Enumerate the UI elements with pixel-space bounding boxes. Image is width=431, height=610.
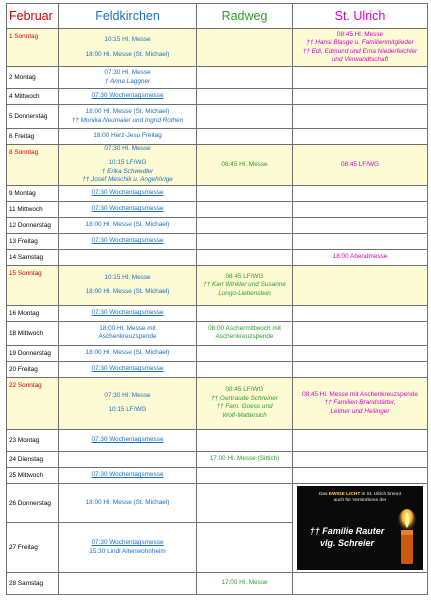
day-label: 25 Mittwoch [7,467,59,483]
schedule-row [7,361,428,377]
notice-line1-c: in St. Ulrich brennt [360,491,402,497]
radweg-cell [197,377,293,429]
feldkirchen-cell [59,185,197,201]
feldkirchen-cell [59,217,197,233]
intention-text: Longo-Liebenstein [218,289,271,297]
notice-family [301,526,393,549]
service-text: 07:30 Hl. Messe [104,391,151,399]
schedule-row [7,217,428,233]
intention-text: †† Familien Brandstätter, [324,399,396,407]
service-text: 08:45 Hl. Messe mit Aschenkreuzspende [302,390,418,398]
service-text: 08:45 Hl. Messe [336,30,384,38]
radweg-cell [197,345,293,361]
day-label: 28 Samstag [7,572,59,594]
service-text: 07:30 Wochentagsmesse [91,436,164,444]
day-label: 19 Donnerstag [7,345,59,361]
notice-line2: auch für Verstorbene der [333,498,387,504]
schedule-row [7,429,428,451]
day-label: 20 Freitag [7,361,59,377]
st-ulrich-cell [293,249,428,265]
st-ulrich-cell [293,451,428,467]
intention-text: Wolf-Mattersich [222,411,267,419]
service-text: 07:30 Hl. Messe [104,69,151,77]
service-text: 18:00 Abendmesse [332,253,388,261]
feldkirchen-cell [59,105,197,129]
st-ulrich-cell [293,321,428,345]
st-ulrich-header: St. Ulrich [293,4,428,29]
feldkirchen-cell [59,29,197,67]
st-ulrich-cell [293,265,428,305]
day-label: 2 Montag [7,67,59,89]
schedule-row [7,321,428,345]
radweg-cell [197,233,293,249]
service-text: 18:00 Hl. Messe mit [99,324,156,332]
schedule-row [7,249,428,265]
st-ulrich-cell [293,377,428,429]
radweg-cell [197,451,293,467]
st-ulrich-cell [293,29,428,67]
schedule-row [7,572,428,594]
service-text: 18:00 Hl. Messe (St. Michael) [85,108,170,116]
feldkirchen-cell [59,67,197,89]
intention-text: Leitner und Heilinger [330,407,390,415]
feldkirchen-cell [59,523,197,572]
feldkirchen-cell [59,249,197,265]
service-text: 08:45 LF/WG [225,272,264,280]
service-text: 10:15 LF/WG [108,406,147,414]
schedule-row [7,305,428,321]
st-ulrich-cell [293,67,428,89]
schedule-row [7,233,428,249]
intention-text: † Erika Schwedler [101,167,154,175]
feldkirchen-cell [59,145,197,186]
intention-text: † Anna Laggner [104,77,151,85]
service-text: 18:00 Herz-Jesu Freitag [93,132,162,140]
day-label: 15 Sonntag [7,265,59,305]
mass-schedule-table [6,3,428,595]
service-text: 17:00 Hl. Messe (Sittich) [209,455,280,463]
schedule-row [7,451,428,467]
feldkirchen-cell [59,89,197,105]
feldkirchen-cell [59,429,197,451]
day-label: 4 Mittwoch [7,89,59,105]
day-label: 27 Freitag [7,523,59,572]
st-ulrich-cell [293,105,428,129]
service-text: 18:00 Hl. Messe (St. Michael) [85,288,170,296]
ewiges-licht-notice [295,484,425,572]
radweg-cell [197,145,293,186]
radweg-cell [197,361,293,377]
schedule-body [7,29,428,595]
month-header: Februar [7,4,59,29]
service-text: 07:30 Wochentagsmesse [91,471,164,479]
st-ulrich-cell [293,233,428,249]
radweg-cell [197,321,293,345]
notice-line1-a: Das [318,491,329,497]
intention-text: †† Fam. Goess und [216,403,273,411]
radweg-cell [197,523,293,572]
header-row [7,4,428,29]
day-label: 23 Montag [7,429,59,451]
feldkirchen-cell [59,467,197,483]
day-label: 11 Mittwoch [7,201,59,217]
radweg-cell [197,67,293,89]
notice-name1: †† Familie Rauter [309,525,385,536]
intention-text: †† Monika Neumaier und Ingrid Rothen [71,116,184,124]
service-text: 07:30 Hl. Messe [104,145,151,152]
service-text: 08:45 LF/WG [225,386,264,394]
st-ulrich-cell [293,361,428,377]
service-text: 15:30 Lindl Altenwohnheim [89,547,166,555]
ewiges-licht-cell [293,483,428,572]
feldkirchen-cell [59,321,197,345]
radweg-header: Radweg [197,4,293,29]
service-text: 07:30 Wochentagsmesse [91,309,164,317]
service-text: 07:30 Wochentagsmesse [91,539,164,547]
feldkirchen-cell [59,233,197,249]
feldkirchen-cell [59,572,197,594]
feldkirchen-cell [59,345,197,361]
schedule-row [7,145,428,186]
day-label: 8 Sonntag [7,145,59,186]
day-label: 9 Montag [7,185,59,201]
notice-name2: vlg. Schreier [319,537,375,548]
radweg-cell [197,201,293,217]
day-label: 24 Dienstag [7,451,59,467]
schedule-row [7,377,428,429]
service-text: Aschenkreuzspende [215,333,274,341]
feldkirchen-cell [59,361,197,377]
schedule-row [7,89,428,105]
schedule-row [7,29,428,67]
st-ulrich-cell [293,145,428,186]
service-text: 07:30 Wochentagsmesse [91,365,164,373]
notice-highlight: EWIGE LICHT [328,491,361,497]
feldkirchen-cell [59,265,197,305]
schedule-row [7,345,428,361]
st-ulrich-cell [293,201,428,217]
schedule-row [7,129,428,145]
st-ulrich-cell [293,129,428,145]
service-text: 10:15 LF/WG [108,159,147,167]
service-text: 07:30 Wochentagsmesse [91,205,164,213]
day-label: 14 Samstag [7,249,59,265]
service-text: 18:00 Hl. Messe (St. Michael) [85,498,170,506]
service-text: 07:30 Wochentagsmesse [91,92,164,100]
st-ulrich-cell [293,572,428,594]
notice-box [297,486,423,570]
radweg-cell [197,105,293,129]
service-text: 08:45 Hl. Messe [221,160,268,168]
feldkirchen-header: Feldkirchen [59,4,197,29]
schedule-row [7,483,428,523]
service-text: 18:00 Hl. Messe (St. Michael) [85,349,170,357]
radweg-cell [197,467,293,483]
radweg-cell [197,249,293,265]
intention-text: und Verwandtschaft [331,55,389,63]
radweg-cell [197,429,293,451]
service-text: Aschenkreuzspende [98,333,157,341]
day-label: 13 Freitag [7,233,59,249]
day-label: 12 Donnerstag [7,217,59,233]
st-ulrich-cell [293,467,428,483]
feldkirchen-cell [59,129,197,145]
schedule-row [7,201,428,217]
service-text: 10:15 Hl. Messe [104,36,151,44]
service-text: 07:30 Wochentagsmesse [91,189,164,197]
radweg-cell [197,483,293,523]
intention-text: †† Josef Meschik u. Angehörige [82,176,173,184]
service-text: 17:00 Hl. Messe [221,579,268,587]
day-label: 5 Donnerstag [7,105,59,129]
schedule-row [7,105,428,129]
feldkirchen-cell [59,451,197,467]
schedule-row [7,467,428,483]
feldkirchen-cell [59,201,197,217]
notice-text [301,492,419,505]
radweg-cell [197,572,293,594]
feldkirchen-cell [59,483,197,523]
schedule-row [7,185,428,201]
radweg-cell [197,217,293,233]
day-label: 22 Sonntag [7,377,59,429]
st-ulrich-cell [293,429,428,451]
radweg-cell [197,265,293,305]
radweg-cell [197,29,293,67]
day-label: 16 Montag [7,305,59,321]
service-text: 07:30 Wochentagsmesse [91,237,164,245]
st-ulrich-cell [293,217,428,233]
schedule-row [7,265,428,305]
schedule-row [7,67,428,89]
service-text: 10:15 Hl. Messe [104,273,151,281]
intention-text: †† Karl Winkler und Susanne [203,281,286,289]
st-ulrich-cell [293,305,428,321]
service-text: 18:00 Hl. Messe (St. Michael) [85,221,170,229]
intention-text: †† Hansi Blasge u. Familienmitglieder [306,39,414,47]
day-label: 18 Mittwoch [7,321,59,345]
feldkirchen-cell [59,377,197,429]
st-ulrich-cell [293,89,428,105]
feldkirchen-cell [59,305,197,321]
service-text: 18:00 Hl. Messe (St. Michael) [85,50,170,58]
candle-icon [397,508,417,566]
radweg-cell [197,185,293,201]
day-label: 6 Freitag [7,129,59,145]
day-label: 1 Sonntag [7,29,59,67]
service-text: 08:45 LF/WG [340,160,379,168]
st-ulrich-cell [293,345,428,361]
intention-text: †† Edi, Edmund und Erna Niederfelchler [302,47,418,55]
radweg-cell [197,305,293,321]
radweg-cell [197,89,293,105]
day-label: 26 Donnerstag [7,483,59,523]
radweg-cell [197,129,293,145]
service-text: 08:00 Aschermittwoch mit [208,324,281,332]
st-ulrich-cell [293,185,428,201]
intention-text: †† Gertraude Schreiner [211,394,278,402]
